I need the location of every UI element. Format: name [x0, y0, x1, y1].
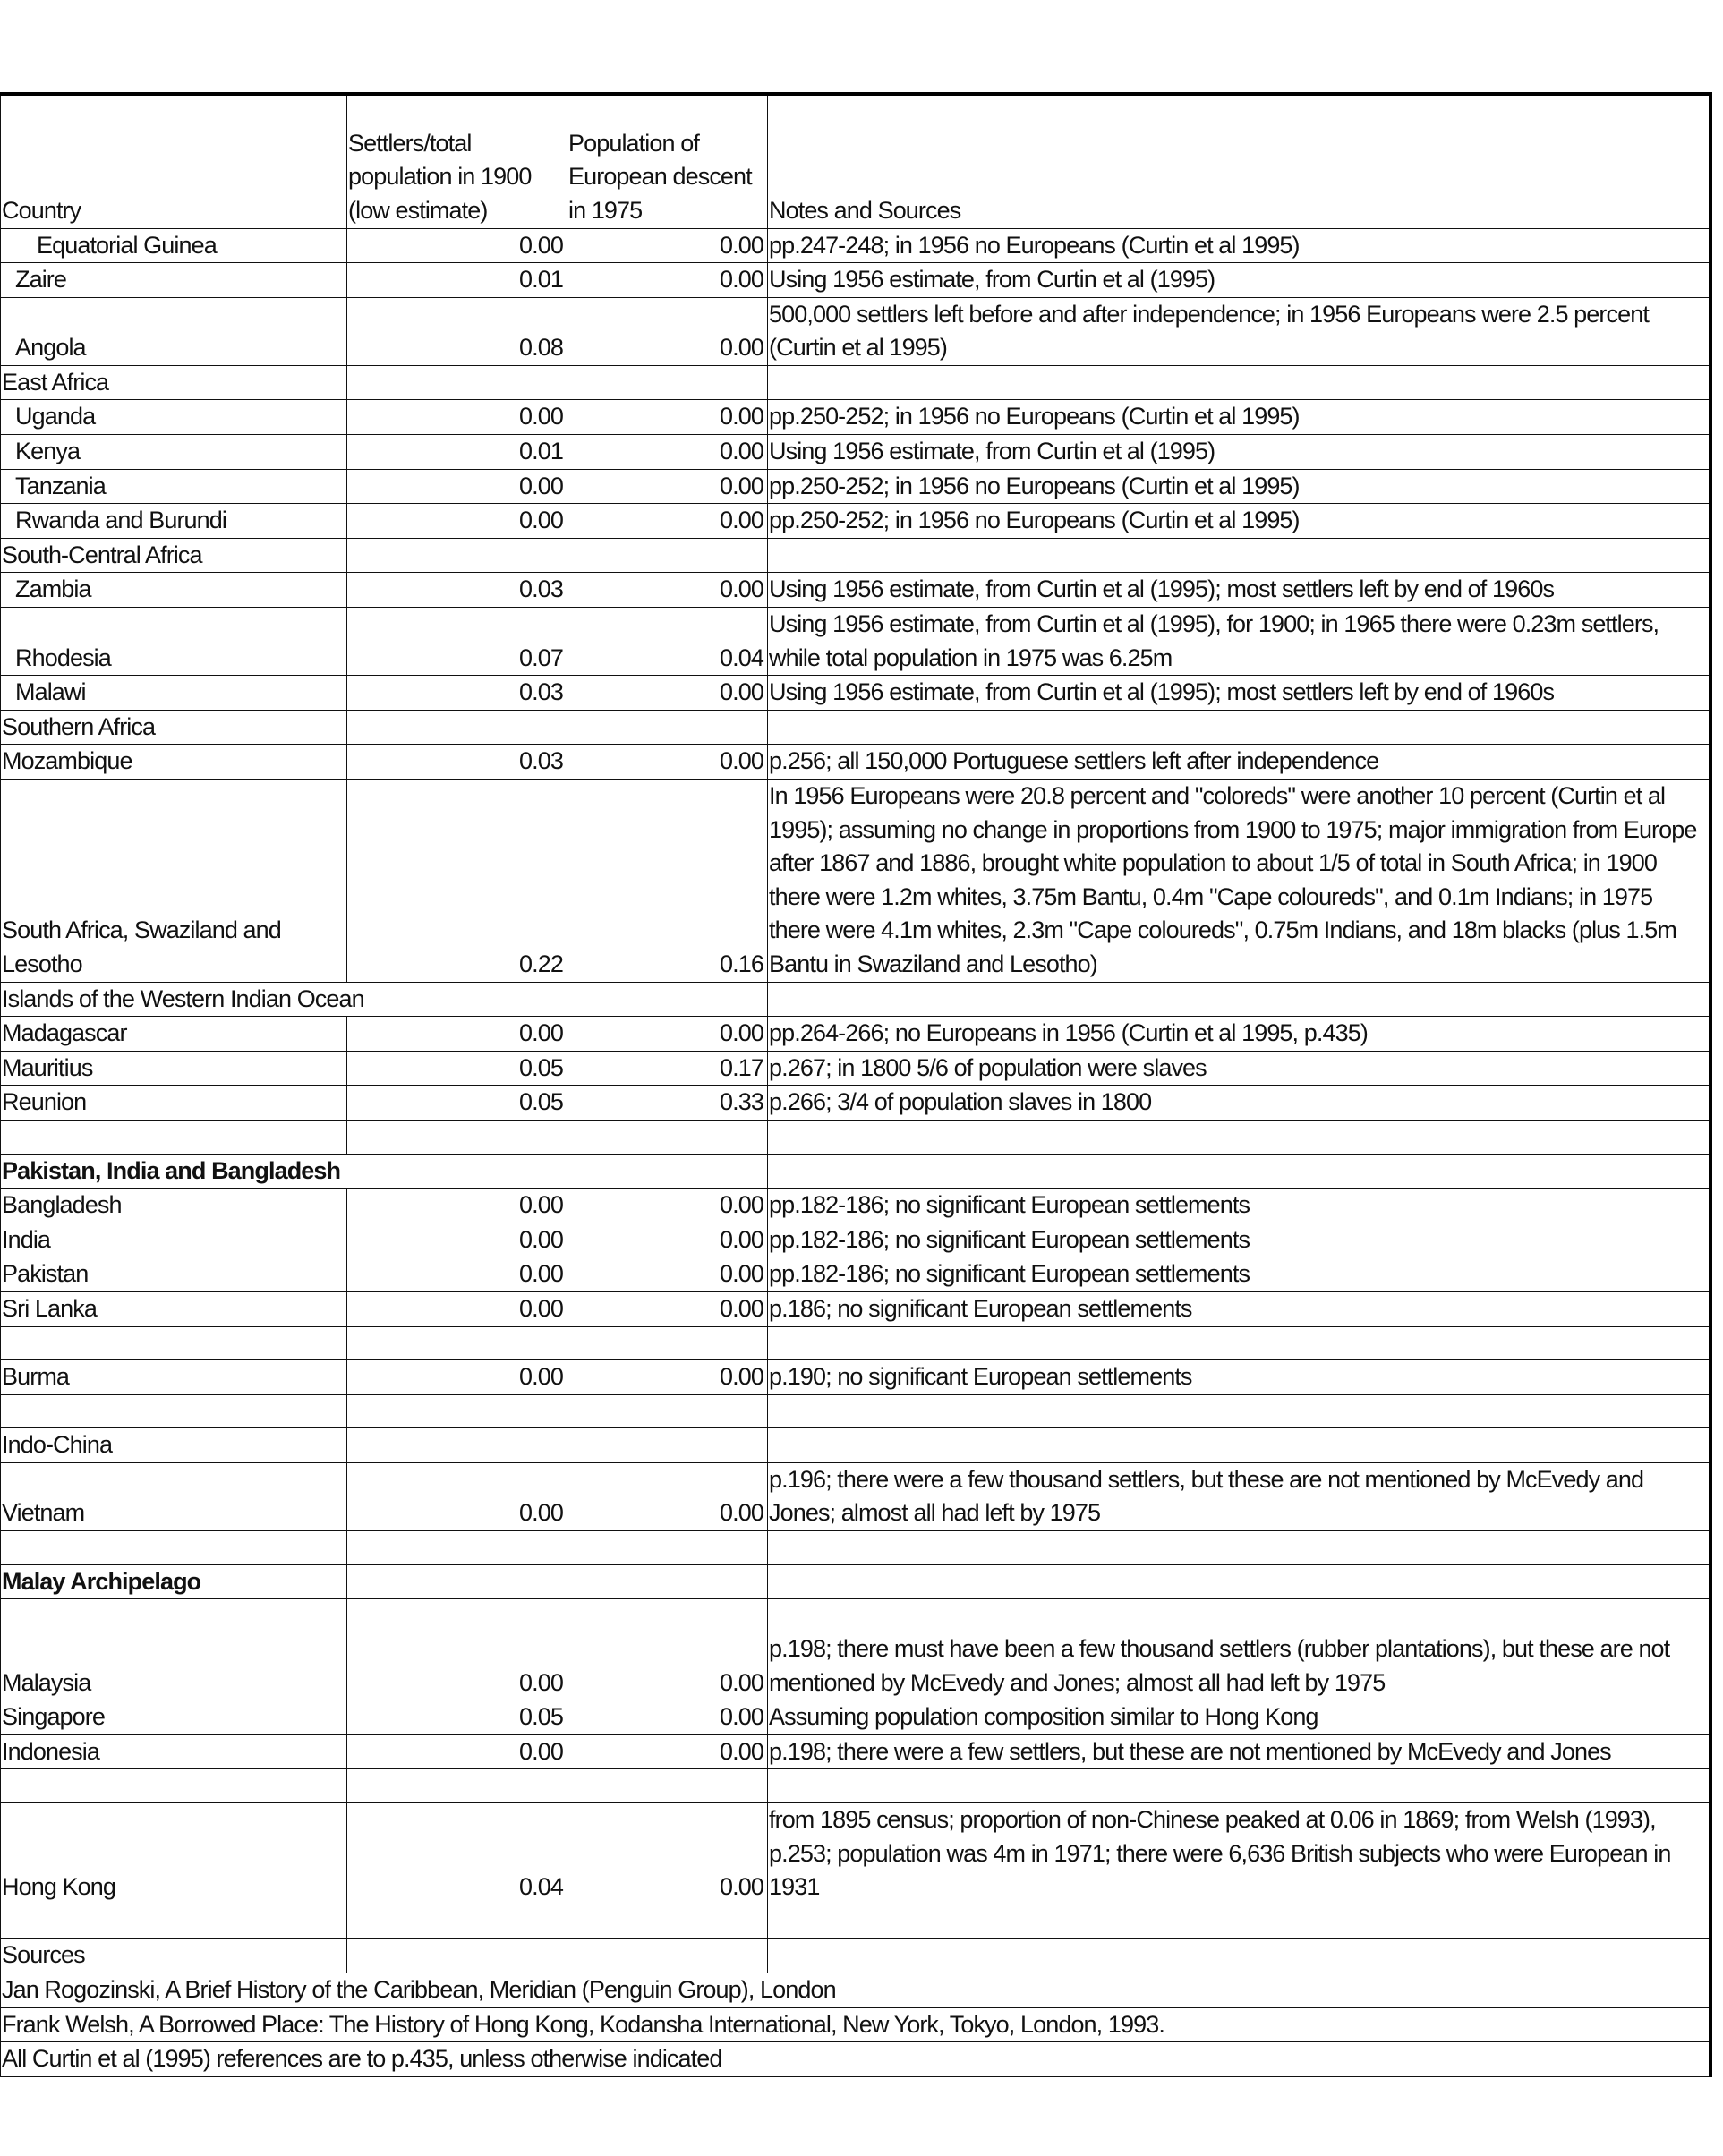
table-row — [1, 1154, 1710, 1189]
population-1975-cell: 0.00 — [567, 1291, 768, 1326]
settlers-1900-cell — [347, 538, 567, 573]
notes-cell — [768, 1120, 1710, 1154]
population-1975-cell — [567, 710, 768, 745]
country-cell: Bangladesh — [1, 1189, 347, 1223]
settlers-1900-cell: 0.00 — [347, 1257, 567, 1292]
notes-cell — [768, 365, 1710, 400]
country-cell: Tanzania — [1, 469, 347, 504]
settlers-1900-cell — [347, 1564, 567, 1599]
notes-cell — [768, 1905, 1710, 1939]
table-row — [1, 676, 1710, 711]
table-row — [1, 1734, 1710, 1769]
table-row — [1, 1531, 1710, 1565]
population-1975-cell: 0.00 — [567, 1017, 768, 1052]
settlers-1900-cell: 0.00 — [347, 1734, 567, 1769]
population-1975-cell: 0.00 — [567, 1599, 768, 1700]
country-cell: India — [1, 1223, 347, 1257]
country-cell: Zaire — [1, 263, 347, 298]
table-row — [1, 1564, 1710, 1599]
country-cell: Malawi — [1, 676, 347, 711]
country-cell: Vietnam — [1, 1462, 347, 1530]
source-row — [1, 1973, 1710, 2008]
population-1975-cell — [567, 1428, 768, 1463]
notes-cell: pp.250-252; in 1956 no Europeans (Curtin et al 1995) — [768, 400, 1710, 435]
settlers-1900-cell: 0.01 — [347, 435, 567, 470]
population-1975-cell — [567, 982, 768, 1017]
table-row — [1, 263, 1710, 298]
population-1975-cell — [567, 1120, 768, 1154]
population-1975-cell: 0.33 — [567, 1086, 768, 1121]
notes-cell: Assuming population composition similar to Hong Kong — [768, 1700, 1710, 1735]
population-1975-cell: 0.00 — [567, 504, 768, 539]
table-row — [1, 982, 1710, 1017]
settlers-1900-cell — [347, 1905, 567, 1939]
notes-cell: p.196; there were a few thousand settlers, but these are not mentioned by McEvedy and Jones; almost all had left by 1975 — [768, 1462, 1710, 1530]
notes-cell: p.198; there were a few settlers, but these are not mentioned by McEvedy and Jones — [768, 1734, 1710, 1769]
country-cell: Zambia — [1, 573, 347, 608]
table-row — [1, 1769, 1710, 1803]
header-population: Population of European descent in 1975 — [567, 94, 768, 228]
country-cell: Indo-China — [1, 1428, 347, 1463]
notes-cell — [768, 1326, 1710, 1360]
population-1975-cell: 0.00 — [567, 1189, 768, 1223]
population-1975-cell — [567, 1564, 768, 1599]
table-row — [1, 1223, 1710, 1257]
population-1975-cell: 0.00 — [567, 1803, 768, 1905]
table-row — [1, 469, 1710, 504]
source-citation: All Curtin et al (1995) references are to p.435, unless otherwise indicated — [1, 2042, 1710, 2077]
table-row — [1, 1700, 1710, 1735]
settlers-1900-cell: 0.00 — [347, 1017, 567, 1052]
settlers-1900-cell: 0.00 — [347, 1462, 567, 1530]
table-row — [1, 400, 1710, 435]
country-cell: Islands of the Western Indian Ocean — [1, 982, 347, 1017]
notes-cell — [768, 1564, 1710, 1599]
notes-cell: Using 1956 estimate, from Curtin et al (1995); most settlers left by end of 1960s — [768, 573, 1710, 608]
settlers-1900-cell: 0.00 — [347, 1223, 567, 1257]
table-row — [1, 1394, 1710, 1428]
table-row — [1, 745, 1710, 780]
notes-cell: Using 1956 estimate, from Curtin et al (1995), for 1900; in 1965 there were 0.23m settlers, while total population in 1975 was 6.25m — [768, 608, 1710, 676]
notes-cell: pp.182-186; no significant European settlements — [768, 1257, 1710, 1292]
population-1975-cell: 0.00 — [567, 573, 768, 608]
settlers-1900-cell: 0.22 — [347, 780, 567, 983]
country-cell: Malaysia — [1, 1599, 347, 1700]
notes-cell: pp.264-266; no Europeans in 1956 (Curtin et al 1995, p.435) — [768, 1017, 1710, 1052]
notes-cell — [768, 1769, 1710, 1803]
settlers-1900-cell — [347, 1531, 567, 1565]
table-row — [1, 573, 1710, 608]
spreadsheet — [0, 92, 1710, 2077]
country-cell: Uganda — [1, 400, 347, 435]
settlers-1900-cell: 0.07 — [347, 608, 567, 676]
settlers-1900-cell: 0.00 — [347, 400, 567, 435]
population-1975-cell: 0.00 — [567, 228, 768, 263]
country-cell — [1, 1326, 347, 1360]
notes-cell: p.266; 3/4 of population slaves in 1800 — [768, 1086, 1710, 1121]
country-cell — [1, 1531, 347, 1565]
notes-cell: pp.250-252; in 1956 no Europeans (Curtin et al 1995) — [768, 469, 1710, 504]
table-row — [1, 1360, 1710, 1395]
settlers-1900-cell — [347, 1769, 567, 1803]
table-body — [1, 228, 1710, 1973]
table-row — [1, 365, 1710, 400]
table-row — [1, 1189, 1710, 1223]
population-1975-cell — [567, 1154, 768, 1189]
settlers-1900-cell: 0.05 — [347, 1700, 567, 1735]
source-row — [1, 2007, 1710, 2042]
settlers-1900-cell: 0.03 — [347, 573, 567, 608]
population-1975-cell — [567, 1326, 768, 1360]
settlers-1900-cell — [347, 1428, 567, 1463]
notes-cell — [768, 538, 1710, 573]
table-row — [1, 1599, 1710, 1700]
notes-cell: from 1895 census; proportion of non-Chinese peaked at 0.06 in 1869; from Welsh (1993), p.253; population was 4m in 1971; there were 6,636 British subjects who were European in 1931 — [768, 1803, 1710, 1905]
settlers-1900-cell — [347, 710, 567, 745]
table-row — [1, 1905, 1710, 1939]
table-row — [1, 228, 1710, 263]
country-cell: Sri Lanka — [1, 1291, 347, 1326]
country-cell — [1, 1394, 347, 1428]
population-1975-cell: 0.00 — [567, 400, 768, 435]
population-1975-cell: 0.00 — [567, 676, 768, 711]
notes-cell — [768, 1394, 1710, 1428]
country-cell: Angola — [1, 297, 347, 365]
settlers-1900-cell — [347, 1326, 567, 1360]
population-1975-cell — [567, 365, 768, 400]
source-citation: Frank Welsh, A Borrowed Place: The History of Hong Kong, Kodansha International, New York, Tokyo, London, 1993. — [1, 2007, 1710, 2042]
notes-cell: pp.182-186; no significant European settlements — [768, 1189, 1710, 1223]
population-1975-cell — [567, 1394, 768, 1428]
country-cell: East Africa — [1, 365, 347, 400]
country-cell: Madagascar — [1, 1017, 347, 1052]
country-cell: Equatorial Guinea — [1, 228, 347, 263]
country-cell: South Africa, Swaziland and Lesotho — [1, 780, 347, 983]
settlers-1900-cell: 0.03 — [347, 745, 567, 780]
country-cell: South-Central Africa — [1, 538, 347, 573]
population-1975-cell: 0.00 — [567, 297, 768, 365]
country-cell: Reunion — [1, 1086, 347, 1121]
country-cell: Malay Archipelago — [1, 1564, 347, 1599]
population-1975-cell: 0.17 — [567, 1051, 768, 1086]
population-1975-cell: 0.00 — [567, 1360, 768, 1395]
settlers-1900-cell — [347, 365, 567, 400]
population-1975-cell: 0.00 — [567, 1462, 768, 1530]
notes-cell — [768, 710, 1710, 745]
notes-cell: p.256; all 150,000 Portuguese settlers left after independence — [768, 745, 1710, 780]
notes-cell: p.190; no significant European settlements — [768, 1360, 1710, 1395]
table-row — [1, 504, 1710, 539]
notes-cell — [768, 1154, 1710, 1189]
header-settlers: Settlers/total population in 1900 (low estimate) — [347, 94, 567, 228]
notes-cell: p.186; no significant European settlements — [768, 1291, 1710, 1326]
settlers-1900-cell — [347, 1120, 567, 1154]
settlers-1900-cell: 0.04 — [347, 1803, 567, 1905]
population-1975-cell: 0.00 — [567, 1257, 768, 1292]
notes-cell: pp.247-248; in 1956 no Europeans (Curtin et al 1995) — [768, 228, 1710, 263]
population-1975-cell: 0.00 — [567, 469, 768, 504]
country-cell — [1, 1120, 347, 1154]
source-row — [1, 2042, 1710, 2077]
notes-cell: Using 1956 estimate, from Curtin et al (1995) — [768, 435, 1710, 470]
table-row — [1, 1120, 1710, 1154]
country-cell: Mauritius — [1, 1051, 347, 1086]
notes-cell — [768, 982, 1710, 1017]
settlers-1900-cell: 0.05 — [347, 1051, 567, 1086]
header-country: Country — [1, 94, 347, 228]
notes-cell — [768, 1939, 1710, 1973]
table-row — [1, 1017, 1710, 1052]
settlers-1900-cell — [347, 1394, 567, 1428]
sources-body — [1, 1973, 1710, 2077]
country-cell: Rhodesia — [1, 608, 347, 676]
population-1975-cell: 0.00 — [567, 745, 768, 780]
country-cell: Sources — [1, 1939, 347, 1973]
notes-cell — [768, 1531, 1710, 1565]
table-row — [1, 608, 1710, 676]
population-1975-cell: 0.16 — [567, 780, 768, 983]
table-row — [1, 1939, 1710, 1973]
table-row — [1, 1326, 1710, 1360]
settlers-1900-cell — [347, 1154, 567, 1189]
country-cell: Southern Africa — [1, 710, 347, 745]
header-row — [1, 94, 1710, 228]
settlers-1900-cell: 0.00 — [347, 1599, 567, 1700]
country-cell: Pakistan, India and Bangladesh — [1, 1154, 347, 1189]
table-row — [1, 297, 1710, 365]
country-cell: Mozambique — [1, 745, 347, 780]
settlers-table — [0, 92, 1712, 2077]
notes-cell: Using 1956 estimate, from Curtin et al (1995); most settlers left by end of 1960s — [768, 676, 1710, 711]
settlers-1900-cell: 0.05 — [347, 1086, 567, 1121]
settlers-1900-cell: 0.00 — [347, 1189, 567, 1223]
settlers-1900-cell: 0.03 — [347, 676, 567, 711]
country-cell: Kenya — [1, 435, 347, 470]
population-1975-cell: 0.00 — [567, 1700, 768, 1735]
population-1975-cell: 0.00 — [567, 435, 768, 470]
notes-cell: pp.250-252; in 1956 no Europeans (Curtin et al 1995) — [768, 504, 1710, 539]
table-row — [1, 710, 1710, 745]
country-cell — [1, 1769, 347, 1803]
country-cell: Indonesia — [1, 1734, 347, 1769]
source-citation: Jan Rogozinski, A Brief History of the Caribbean, Meridian (Penguin Group), London — [1, 1973, 1710, 2008]
table-row — [1, 1428, 1710, 1463]
table-row — [1, 780, 1710, 983]
country-cell — [1, 1905, 347, 1939]
population-1975-cell — [567, 1769, 768, 1803]
population-1975-cell: 0.00 — [567, 263, 768, 298]
settlers-1900-cell: 0.00 — [347, 1291, 567, 1326]
country-cell: Burma — [1, 1360, 347, 1395]
table-row — [1, 1086, 1710, 1121]
table-row — [1, 435, 1710, 470]
table-row — [1, 538, 1710, 573]
settlers-1900-cell: 0.00 — [347, 1360, 567, 1395]
table-row — [1, 1257, 1710, 1292]
notes-cell: In 1956 Europeans were 20.8 percent and "coloreds" were another 10 percent (Curtin et al 1995); assuming no change in proportions from 1900 to 1975; major immigration from Europe after 1867 and 1886, brought white population to about 1/5 of total in South Africa; in 1900 there were 1.2m whites, 3.75m Bantu, 0.4m "Cape coloureds", and 0.1m Indians; in 1975 there were 4.1m whites, 2.3m "Cape coloureds", 0.75m Indians, and 18m blacks (plus 1.5m Bantu in Swaziland and Lesotho) — [768, 780, 1710, 983]
population-1975-cell — [567, 1905, 768, 1939]
settlers-1900-cell: 0.01 — [347, 263, 567, 298]
country-cell: Rwanda and Burundi — [1, 504, 347, 539]
notes-cell: 500,000 settlers left before and after independence; in 1956 Europeans were 2.5 percent (Curtin et al 1995) — [768, 297, 1710, 365]
table-row — [1, 1462, 1710, 1530]
table-row — [1, 1051, 1710, 1086]
population-1975-cell: 0.00 — [567, 1734, 768, 1769]
population-1975-cell: 0.04 — [567, 608, 768, 676]
country-cell: Hong Kong — [1, 1803, 347, 1905]
settlers-1900-cell — [347, 1939, 567, 1973]
notes-cell — [768, 1428, 1710, 1463]
settlers-1900-cell: 0.00 — [347, 469, 567, 504]
population-1975-cell — [567, 1939, 768, 1973]
settlers-1900-cell: 0.00 — [347, 228, 567, 263]
header-notes: Notes and Sources — [768, 94, 1710, 228]
settlers-1900-cell: 0.08 — [347, 297, 567, 365]
country-cell: Singapore — [1, 1700, 347, 1735]
settlers-1900-cell — [347, 982, 567, 1017]
notes-cell: p.267; in 1800 5/6 of population were slaves — [768, 1051, 1710, 1086]
table-row — [1, 1291, 1710, 1326]
population-1975-cell: 0.00 — [567, 1223, 768, 1257]
table-row — [1, 1803, 1710, 1905]
population-1975-cell — [567, 538, 768, 573]
notes-cell: Using 1956 estimate, from Curtin et al (1995) — [768, 263, 1710, 298]
population-1975-cell — [567, 1531, 768, 1565]
notes-cell: pp.182-186; no significant European settlements — [768, 1223, 1710, 1257]
settlers-1900-cell: 0.00 — [347, 504, 567, 539]
country-cell: Pakistan — [1, 1257, 347, 1292]
notes-cell: p.198; there must have been a few thousand settlers (rubber plantations), but these are not mentioned by McEvedy and Jones; almost all had left by 1975 — [768, 1599, 1710, 1700]
